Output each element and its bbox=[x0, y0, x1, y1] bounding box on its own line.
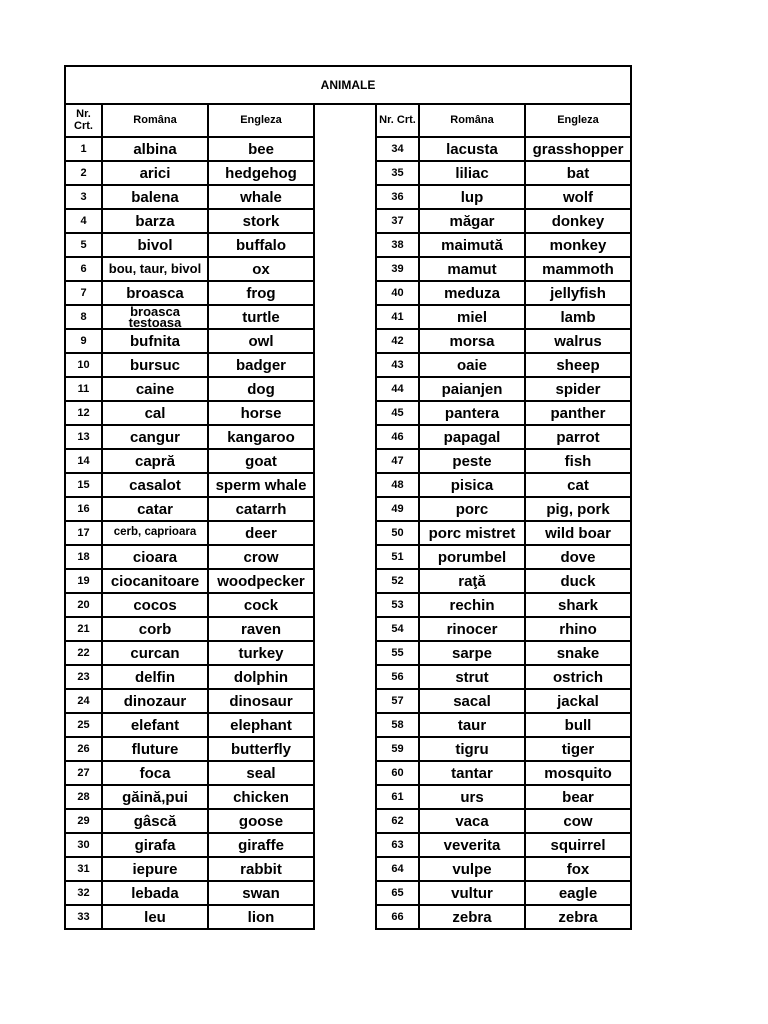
english-word-left: stork bbox=[208, 209, 314, 233]
table-row bbox=[65, 137, 631, 161]
romanian-word-right: vultur bbox=[419, 881, 525, 905]
column-gap bbox=[314, 593, 376, 617]
english-word-left: dinosaur bbox=[208, 689, 314, 713]
english-word-left: buffalo bbox=[208, 233, 314, 257]
romanian-word-right: tigru bbox=[419, 737, 525, 761]
table-row bbox=[65, 665, 631, 689]
row-number-left: 20 bbox=[65, 593, 102, 617]
romanian-word-left: dinozaur bbox=[102, 689, 208, 713]
table-title: ANIMALE bbox=[65, 66, 631, 104]
row-number-right: 43 bbox=[376, 353, 419, 377]
table-row bbox=[65, 161, 631, 185]
english-word-left: goat bbox=[208, 449, 314, 473]
romanian-word-right: raţă bbox=[419, 569, 525, 593]
row-number-right: 52 bbox=[376, 569, 419, 593]
row-number-right: 63 bbox=[376, 833, 419, 857]
row-number-right: 59 bbox=[376, 737, 419, 761]
table-row bbox=[65, 377, 631, 401]
english-word-right: fish bbox=[525, 449, 631, 473]
column-gap bbox=[314, 785, 376, 809]
column-gap bbox=[314, 449, 376, 473]
row-number-right: 46 bbox=[376, 425, 419, 449]
column-gap bbox=[314, 209, 376, 233]
romanian-word-left: cocos bbox=[102, 593, 208, 617]
romanian-word-right: rechin bbox=[419, 593, 525, 617]
row-number-left: 24 bbox=[65, 689, 102, 713]
romanian-word-right: papagal bbox=[419, 425, 525, 449]
row-number-right: 53 bbox=[376, 593, 419, 617]
english-word-right: ostrich bbox=[525, 665, 631, 689]
row-number-left: 29 bbox=[65, 809, 102, 833]
row-number-left: 23 bbox=[65, 665, 102, 689]
english-word-right: grasshopper bbox=[525, 137, 631, 161]
english-word-right: cat bbox=[525, 473, 631, 497]
row-number-left: 11 bbox=[65, 377, 102, 401]
header-nr-left: Nr. Crt. bbox=[65, 104, 102, 137]
row-number-right: 61 bbox=[376, 785, 419, 809]
table-row bbox=[65, 185, 631, 209]
row-number-right: 41 bbox=[376, 305, 419, 329]
english-word-right: sheep bbox=[525, 353, 631, 377]
row-number-left: 31 bbox=[65, 857, 102, 881]
romanian-word-right: peste bbox=[419, 449, 525, 473]
table-row bbox=[65, 233, 631, 257]
row-number-left: 25 bbox=[65, 713, 102, 737]
romanian-word-left: bou, taur, bivol bbox=[102, 257, 208, 281]
row-number-right: 57 bbox=[376, 689, 419, 713]
romanian-word-left: corb bbox=[102, 617, 208, 641]
row-number-right: 35 bbox=[376, 161, 419, 185]
english-word-right: snake bbox=[525, 641, 631, 665]
romanian-word-right: vulpe bbox=[419, 857, 525, 881]
row-number-left: 17 bbox=[65, 521, 102, 545]
english-word-left: raven bbox=[208, 617, 314, 641]
romanian-word-right: sacal bbox=[419, 689, 525, 713]
column-gap bbox=[314, 881, 376, 905]
row-number-left: 5 bbox=[65, 233, 102, 257]
english-word-left: crow bbox=[208, 545, 314, 569]
romanian-word-right: porumbel bbox=[419, 545, 525, 569]
row-number-left: 19 bbox=[65, 569, 102, 593]
english-word-right: walrus bbox=[525, 329, 631, 353]
column-gap bbox=[314, 809, 376, 833]
english-word-left: elephant bbox=[208, 713, 314, 737]
romanian-word-left: foca bbox=[102, 761, 208, 785]
row-number-left: 22 bbox=[65, 641, 102, 665]
column-gap bbox=[314, 185, 376, 209]
row-number-left: 1 bbox=[65, 137, 102, 161]
english-word-right: donkey bbox=[525, 209, 631, 233]
table-row bbox=[65, 761, 631, 785]
column-gap bbox=[314, 689, 376, 713]
column-gap bbox=[314, 617, 376, 641]
romanian-word-left: broasca bbox=[102, 281, 208, 305]
romanian-word-left: arici bbox=[102, 161, 208, 185]
english-word-right: spider bbox=[525, 377, 631, 401]
row-number-left: 32 bbox=[65, 881, 102, 905]
english-word-right: monkey bbox=[525, 233, 631, 257]
romanian-word-left: ciocanitoare bbox=[102, 569, 208, 593]
header-romana-right: Româna bbox=[419, 104, 525, 137]
english-word-left: seal bbox=[208, 761, 314, 785]
romanian-word-right: mamut bbox=[419, 257, 525, 281]
row-number-right: 49 bbox=[376, 497, 419, 521]
english-word-right: mosquito bbox=[525, 761, 631, 785]
english-word-right: bear bbox=[525, 785, 631, 809]
english-word-left: dolphin bbox=[208, 665, 314, 689]
table-row bbox=[65, 881, 631, 905]
table-row bbox=[65, 353, 631, 377]
romanian-word-right: maimută bbox=[419, 233, 525, 257]
column-gap bbox=[314, 137, 376, 161]
column-gap bbox=[314, 329, 376, 353]
romanian-word-left: cioara bbox=[102, 545, 208, 569]
table-row bbox=[65, 521, 631, 545]
romanian-word-right: vaca bbox=[419, 809, 525, 833]
column-gap bbox=[314, 857, 376, 881]
romanian-word-right: pisica bbox=[419, 473, 525, 497]
romanian-word-right: morsa bbox=[419, 329, 525, 353]
romanian-word-right: lacusta bbox=[419, 137, 525, 161]
english-word-left: woodpecker bbox=[208, 569, 314, 593]
romanian-word-right: zebra bbox=[419, 905, 525, 929]
row-number-left: 6 bbox=[65, 257, 102, 281]
row-number-left: 16 bbox=[65, 497, 102, 521]
row-number-left: 21 bbox=[65, 617, 102, 641]
row-number-right: 58 bbox=[376, 713, 419, 737]
column-gap bbox=[314, 569, 376, 593]
table-row bbox=[65, 209, 631, 233]
english-word-left: sperm whale bbox=[208, 473, 314, 497]
row-number-left: 12 bbox=[65, 401, 102, 425]
romanian-word-right: strut bbox=[419, 665, 525, 689]
romanian-word-right: lup bbox=[419, 185, 525, 209]
romanian-word-left: bivol bbox=[102, 233, 208, 257]
row-number-left: 28 bbox=[65, 785, 102, 809]
column-gap bbox=[314, 233, 376, 257]
romanian-word-right: meduza bbox=[419, 281, 525, 305]
english-word-left: badger bbox=[208, 353, 314, 377]
english-word-right: parrot bbox=[525, 425, 631, 449]
english-word-left: turtle bbox=[208, 305, 314, 329]
english-word-right: lamb bbox=[525, 305, 631, 329]
table-row bbox=[65, 713, 631, 737]
row-number-left: 33 bbox=[65, 905, 102, 929]
romanian-word-left: delfin bbox=[102, 665, 208, 689]
romanian-word-left: barza bbox=[102, 209, 208, 233]
romanian-word-left: caine bbox=[102, 377, 208, 401]
header-nr-right: Nr. Crt. bbox=[376, 104, 419, 137]
table-row bbox=[65, 617, 631, 641]
romanian-word-right: paianjen bbox=[419, 377, 525, 401]
row-number-left: 14 bbox=[65, 449, 102, 473]
column-gap bbox=[314, 104, 376, 137]
english-word-right: wild boar bbox=[525, 521, 631, 545]
row-number-right: 34 bbox=[376, 137, 419, 161]
header-engleza-right: Engleza bbox=[525, 104, 631, 137]
row-number-right: 36 bbox=[376, 185, 419, 209]
table-row bbox=[65, 257, 631, 281]
english-word-left: butterfly bbox=[208, 737, 314, 761]
column-gap bbox=[314, 305, 376, 329]
romanian-word-right: veverita bbox=[419, 833, 525, 857]
row-number-right: 54 bbox=[376, 617, 419, 641]
row-number-left: 7 bbox=[65, 281, 102, 305]
english-word-left: catarrh bbox=[208, 497, 314, 521]
english-word-right: shark bbox=[525, 593, 631, 617]
row-number-right: 51 bbox=[376, 545, 419, 569]
romanian-word-left: curcan bbox=[102, 641, 208, 665]
table-row bbox=[65, 281, 631, 305]
english-word-right: bull bbox=[525, 713, 631, 737]
table-row bbox=[65, 905, 631, 929]
row-number-right: 62 bbox=[376, 809, 419, 833]
romanian-word-right: urs bbox=[419, 785, 525, 809]
english-word-right: pig, pork bbox=[525, 497, 631, 521]
row-number-left: 3 bbox=[65, 185, 102, 209]
row-number-left: 9 bbox=[65, 329, 102, 353]
animal-vocabulary-sheet bbox=[64, 65, 632, 930]
row-number-left: 13 bbox=[65, 425, 102, 449]
english-word-left: swan bbox=[208, 881, 314, 905]
column-gap bbox=[314, 665, 376, 689]
romanian-word-left: capră bbox=[102, 449, 208, 473]
row-number-left: 30 bbox=[65, 833, 102, 857]
english-word-left: rabbit bbox=[208, 857, 314, 881]
row-number-left: 4 bbox=[65, 209, 102, 233]
table-row bbox=[65, 833, 631, 857]
english-word-right: jackal bbox=[525, 689, 631, 713]
english-word-left: owl bbox=[208, 329, 314, 353]
column-gap bbox=[314, 401, 376, 425]
column-gap bbox=[314, 905, 376, 929]
column-gap bbox=[314, 521, 376, 545]
row-number-right: 45 bbox=[376, 401, 419, 425]
column-gap bbox=[314, 737, 376, 761]
row-number-left: 15 bbox=[65, 473, 102, 497]
table-row bbox=[65, 329, 631, 353]
row-number-right: 42 bbox=[376, 329, 419, 353]
column-gap bbox=[314, 257, 376, 281]
romanian-word-left: găină,pui bbox=[102, 785, 208, 809]
english-word-left: lion bbox=[208, 905, 314, 929]
header-romana-left: Româna bbox=[102, 104, 208, 137]
row-number-right: 64 bbox=[376, 857, 419, 881]
english-word-left: deer bbox=[208, 521, 314, 545]
row-number-left: 26 bbox=[65, 737, 102, 761]
english-word-left: chicken bbox=[208, 785, 314, 809]
romanian-word-left: albina bbox=[102, 137, 208, 161]
column-gap bbox=[314, 161, 376, 185]
romanian-word-left: balena bbox=[102, 185, 208, 209]
row-number-right: 39 bbox=[376, 257, 419, 281]
english-word-left: bee bbox=[208, 137, 314, 161]
romanian-word-left: lebada bbox=[102, 881, 208, 905]
table-row bbox=[65, 569, 631, 593]
table-row bbox=[65, 737, 631, 761]
table-row bbox=[65, 305, 631, 329]
english-word-right: fox bbox=[525, 857, 631, 881]
column-gap bbox=[314, 497, 376, 521]
english-word-left: dog bbox=[208, 377, 314, 401]
row-number-left: 27 bbox=[65, 761, 102, 785]
table-row bbox=[65, 473, 631, 497]
romanian-word-right: sarpe bbox=[419, 641, 525, 665]
row-number-right: 50 bbox=[376, 521, 419, 545]
english-word-right: rhino bbox=[525, 617, 631, 641]
english-word-right: dove bbox=[525, 545, 631, 569]
english-word-right: duck bbox=[525, 569, 631, 593]
english-word-right: jellyfish bbox=[525, 281, 631, 305]
table-row bbox=[65, 593, 631, 617]
column-gap bbox=[314, 473, 376, 497]
column-gap bbox=[314, 545, 376, 569]
romanian-word-left: fluture bbox=[102, 737, 208, 761]
romanian-word-right: miel bbox=[419, 305, 525, 329]
english-word-right: cow bbox=[525, 809, 631, 833]
row-number-left: 10 bbox=[65, 353, 102, 377]
english-word-left: whale bbox=[208, 185, 314, 209]
table-row bbox=[65, 689, 631, 713]
row-number-right: 37 bbox=[376, 209, 419, 233]
row-number-right: 56 bbox=[376, 665, 419, 689]
english-word-left: ox bbox=[208, 257, 314, 281]
english-word-right: eagle bbox=[525, 881, 631, 905]
english-word-right: wolf bbox=[525, 185, 631, 209]
english-word-right: panther bbox=[525, 401, 631, 425]
romanian-word-left: gâscă bbox=[102, 809, 208, 833]
column-gap bbox=[314, 425, 376, 449]
row-number-right: 40 bbox=[376, 281, 419, 305]
table-row bbox=[65, 497, 631, 521]
table-row bbox=[65, 641, 631, 665]
table-row bbox=[65, 449, 631, 473]
english-word-right: zebra bbox=[525, 905, 631, 929]
table-row bbox=[65, 857, 631, 881]
english-word-right: squirrel bbox=[525, 833, 631, 857]
column-gap bbox=[314, 713, 376, 737]
row-number-right: 66 bbox=[376, 905, 419, 929]
romanian-word-left: casalot bbox=[102, 473, 208, 497]
row-number-left: 2 bbox=[65, 161, 102, 185]
romanian-word-left: bursuc bbox=[102, 353, 208, 377]
table-row bbox=[65, 545, 631, 569]
table-row bbox=[65, 425, 631, 449]
column-gap bbox=[314, 833, 376, 857]
romanian-word-right: rinocer bbox=[419, 617, 525, 641]
romanian-word-left: bufnita bbox=[102, 329, 208, 353]
romanian-word-right: pantera bbox=[419, 401, 525, 425]
english-word-right: bat bbox=[525, 161, 631, 185]
romanian-word-left: elefant bbox=[102, 713, 208, 737]
romanian-word-left: catar bbox=[102, 497, 208, 521]
table-row bbox=[65, 785, 631, 809]
romanian-word-left: leu bbox=[102, 905, 208, 929]
row-number-right: 60 bbox=[376, 761, 419, 785]
english-word-left: horse bbox=[208, 401, 314, 425]
english-word-right: mammoth bbox=[525, 257, 631, 281]
header-engleza-left: Engleza bbox=[208, 104, 314, 137]
animal-table bbox=[64, 65, 632, 930]
table-row bbox=[65, 809, 631, 833]
row-number-right: 48 bbox=[376, 473, 419, 497]
row-number-right: 44 bbox=[376, 377, 419, 401]
column-gap bbox=[314, 281, 376, 305]
row-number-right: 38 bbox=[376, 233, 419, 257]
row-number-left: 18 bbox=[65, 545, 102, 569]
english-word-left: hedgehog bbox=[208, 161, 314, 185]
english-word-right: tiger bbox=[525, 737, 631, 761]
column-gap bbox=[314, 641, 376, 665]
english-word-left: frog bbox=[208, 281, 314, 305]
romanian-word-right: oaie bbox=[419, 353, 525, 377]
romanian-word-left: iepure bbox=[102, 857, 208, 881]
romanian-word-right: taur bbox=[419, 713, 525, 737]
row-number-right: 65 bbox=[376, 881, 419, 905]
row-number-right: 47 bbox=[376, 449, 419, 473]
romanian-word-left: cangur bbox=[102, 425, 208, 449]
column-gap bbox=[314, 761, 376, 785]
romanian-word-right: tantar bbox=[419, 761, 525, 785]
romanian-word-right: porc bbox=[419, 497, 525, 521]
romanian-word-left: broasca testoasa bbox=[102, 305, 208, 329]
romanian-word-left: girafa bbox=[102, 833, 208, 857]
english-word-left: goose bbox=[208, 809, 314, 833]
romanian-word-left: cal bbox=[102, 401, 208, 425]
romanian-word-left: cerb, caprioara bbox=[102, 521, 208, 545]
table-row bbox=[65, 401, 631, 425]
column-gap bbox=[314, 353, 376, 377]
english-word-left: turkey bbox=[208, 641, 314, 665]
english-word-left: kangaroo bbox=[208, 425, 314, 449]
column-gap bbox=[314, 377, 376, 401]
romanian-word-right: măgar bbox=[419, 209, 525, 233]
english-word-left: cock bbox=[208, 593, 314, 617]
romanian-word-right: porc mistret bbox=[419, 521, 525, 545]
english-word-left: giraffe bbox=[208, 833, 314, 857]
row-number-left: 8 bbox=[65, 305, 102, 329]
romanian-word-right: liliac bbox=[419, 161, 525, 185]
row-number-right: 55 bbox=[376, 641, 419, 665]
